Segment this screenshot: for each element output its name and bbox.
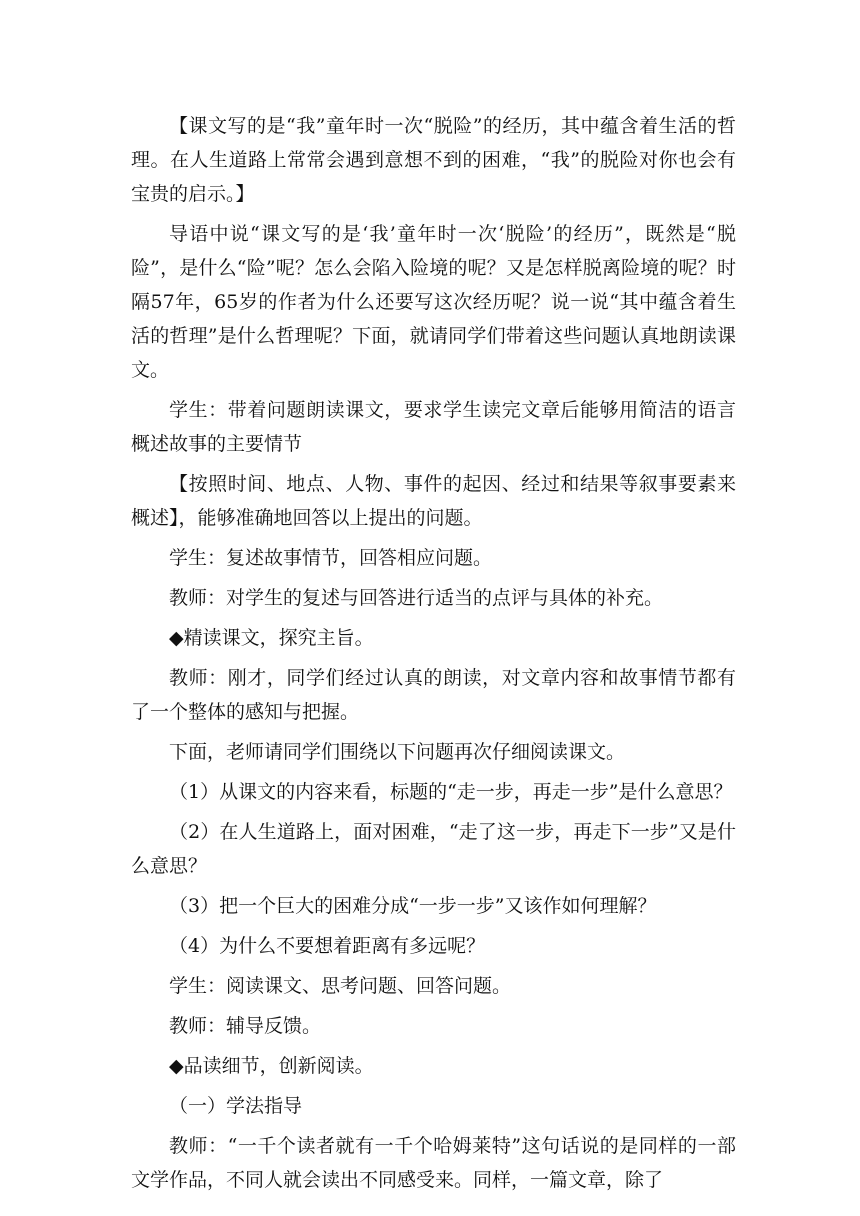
- paragraph: 教师：“一千个读者就有一千个哈姆莱特”这句话说的是同样的一部文学作品，不同人就会读出不同感受来。同样，一篇文章，除了: [131, 1135, 736, 1191]
- paragraph: 导语中说“课文写的是‘我’童年时一次‘脱险’的经历”，既然是“脱险”，是什么“险”呢？怎么会陷入险境的呢？又是怎样脱离险境的呢？时隔57年，65岁的作者为什么还要写这次经历呢？说一说“其中蕴含着生活的哲理”是什么哲理呢？下面，就请同学们带着这些问题认真地朗读课文。: [131, 223, 736, 381]
- paragraph: （3）把一个巨大的困难分成“一步一步”又该作如何理解？: [169, 895, 657, 917]
- paragraph: 【课文写的是“我”童年时一次“脱险”的经历，其中蕴含着生活的哲理。在人生道路上常常会遇到意想不到的困难，“我”的脱险对你也会有宝贵的启示。】: [131, 115, 736, 205]
- paragraph: 教师：对学生的复述与回答进行适当的点评与具体的补充。: [169, 587, 664, 609]
- paragraph: （1）从课文的内容来看，标题的“走一步，再走一步”是什么意思？: [169, 781, 733, 803]
- paragraph: 下面，老师请同学们围绕以下问题再次仔细阅读课文。: [169, 741, 626, 763]
- paragraph: 【按照时间、地点、人物、事件的起因、经过和结果等叙事要素来概述】，能够准确地回答以上提出的问题。: [131, 473, 736, 529]
- paragraph: （一）学法指导: [169, 1095, 303, 1117]
- paragraph: （2）在人生道路上，面对困难，“走了这一步，再走下一步”又是什么意思？: [131, 821, 736, 877]
- paragraph: （4）为什么不要想着距离有多远呢？: [169, 935, 486, 957]
- paragraph: 学生：带着问题朗读课文，要求学生读完文章后能够用简洁的语言概述故事的主要情节: [131, 399, 736, 455]
- paragraph: 教师：辅导反馈。: [169, 1015, 322, 1037]
- paragraph: ◆精读课文，探究主旨。: [169, 627, 374, 649]
- paragraph: 学生：复述故事情节，回答相应问题。: [169, 547, 493, 569]
- paragraph: 学生：阅读课文、思考问题、回答问题。: [169, 975, 512, 997]
- paragraph: ◆品读细节，创新阅读。: [169, 1055, 374, 1077]
- paragraph: 教师：刚才，同学们经过认真的朗读，对文章内容和故事情节都有了一个整体的感知与把握。: [131, 667, 736, 723]
